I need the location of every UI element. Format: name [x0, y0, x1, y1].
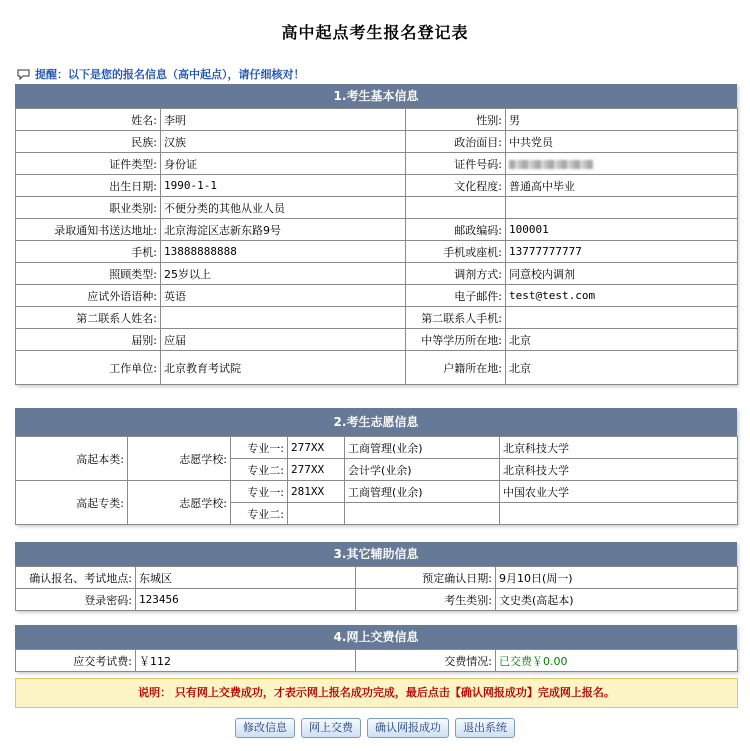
- table-row: [16, 329, 738, 351]
- major-label: 专业二:: [231, 459, 288, 481]
- fee-value: ￥112: [136, 650, 356, 672]
- field-value: 东城区: [136, 567, 356, 589]
- exit-system-button[interactable]: 退出系统: [455, 718, 515, 738]
- field-value: [506, 197, 738, 219]
- field-value: 普通高中毕业: [506, 175, 738, 197]
- category-label: 高起本类:: [16, 437, 128, 481]
- field-label: 电子邮件:: [406, 285, 506, 307]
- field-value: 123456: [136, 589, 356, 611]
- field-value: 文史类(高起本): [496, 589, 738, 611]
- field-label: 照顾类型:: [16, 263, 161, 285]
- field-value: 身份证: [161, 153, 406, 175]
- field-label: 届别:: [16, 329, 161, 351]
- table-row: [16, 263, 738, 285]
- major-school: 北京科技大学: [500, 459, 738, 481]
- field-value: 英语: [161, 285, 406, 307]
- field-value: 同意校内调剂: [506, 263, 738, 285]
- preference-panel: [15, 408, 737, 525]
- table-row: [16, 153, 738, 175]
- payment-table: [15, 649, 738, 672]
- speech-bubble-icon: [17, 69, 30, 80]
- major-label: 专业一:: [231, 481, 288, 503]
- field-label: 录取通知书送达地址:: [16, 219, 161, 241]
- notice-banner: 说明： 只有网上交费成功，才表示网上报名成功完成，最后点击【确认网报成功】完成网上报名。: [15, 678, 738, 708]
- field-label: 邮政编码:: [406, 219, 506, 241]
- preference-table: [15, 436, 738, 525]
- field-label: 文化程度:: [406, 175, 506, 197]
- field-label: 手机:: [16, 241, 161, 263]
- edit-info-button[interactable]: 修改信息: [235, 718, 295, 738]
- major-code: 281XX: [288, 481, 345, 503]
- field-value: 北京: [506, 351, 738, 385]
- major-label: 专业二:: [231, 503, 288, 525]
- field-value: 北京: [506, 329, 738, 351]
- table-row: [16, 219, 738, 241]
- field-label: 确认报名、考试地点:: [16, 567, 136, 589]
- major-school: 北京科技大学: [500, 437, 738, 459]
- field-value: 不便分类的其他从业人员: [161, 197, 406, 219]
- field-value: 北京教育考试院: [161, 351, 406, 385]
- field-label: 户籍所在地:: [406, 351, 506, 385]
- confirm-registration-button[interactable]: 确认网报成功: [367, 718, 449, 738]
- field-value: 李明: [161, 109, 406, 131]
- field-value: 13888888888: [161, 241, 406, 263]
- table-row: [16, 307, 738, 329]
- major-school: [500, 503, 738, 525]
- category-label: 高起专类:: [16, 481, 128, 525]
- field-label: 出生日期:: [16, 175, 161, 197]
- field-label: [406, 197, 506, 219]
- reminder-text: 提醒：以下是您的报名信息（高中起点），请仔细核对！: [35, 68, 305, 81]
- table-row: [16, 109, 738, 131]
- field-value: 9月10日(周一): [496, 567, 738, 589]
- field-value: 25岁以上: [161, 263, 406, 285]
- major-label: 专业一:: [231, 437, 288, 459]
- table-row: [16, 351, 738, 385]
- field-label: 第二联系人姓名:: [16, 307, 161, 329]
- field-label: 预定确认日期:: [356, 567, 496, 589]
- major-name: [345, 503, 500, 525]
- field-label: 姓名:: [16, 109, 161, 131]
- major-school: 中国农业大学: [500, 481, 738, 503]
- major-code: [288, 503, 345, 525]
- field-value: 100001: [506, 219, 738, 241]
- payment-header: 4.网上交费信息: [15, 625, 737, 649]
- major-code: 277XX: [288, 437, 345, 459]
- field-value: 1990-1-1: [161, 175, 406, 197]
- field-value: [506, 153, 738, 175]
- table-row: [16, 650, 738, 672]
- table-row: [16, 131, 738, 153]
- field-value: 应届: [161, 329, 406, 351]
- field-value: 汉族: [161, 131, 406, 153]
- online-payment-button[interactable]: 网上交费: [301, 718, 361, 738]
- reminder: [17, 66, 305, 82]
- field-label: 性别:: [406, 109, 506, 131]
- field-value: [506, 307, 738, 329]
- field-value: 13777777777: [506, 241, 738, 263]
- page-title: 高中起点考生报名登记表: [281, 23, 469, 42]
- field-label: 应试外语语种:: [16, 285, 161, 307]
- field-value: 北京海淀区志新东路9号: [161, 219, 406, 241]
- table-row: [16, 197, 738, 219]
- preference-header: 2.考生志愿信息: [15, 408, 737, 436]
- table-row: [16, 481, 738, 503]
- payment-status-label: 交费情况:: [356, 650, 496, 672]
- field-label: 工作单位:: [16, 351, 161, 385]
- basic-info-table: [15, 108, 738, 385]
- table-row: [16, 437, 738, 459]
- auxiliary-panel: [15, 542, 737, 611]
- school-label: 志愿学校:: [128, 481, 231, 525]
- fee-label: 应交考试费:: [16, 650, 136, 672]
- field-label: 第二联系人手机:: [406, 307, 506, 329]
- field-label: 手机或座机:: [406, 241, 506, 263]
- auxiliary-table: [15, 566, 738, 611]
- field-value: 中共党员: [506, 131, 738, 153]
- field-label: 调剂方式:: [406, 263, 506, 285]
- school-label: 志愿学校:: [128, 437, 231, 481]
- field-value: [161, 307, 406, 329]
- field-label: 证件类型:: [16, 153, 161, 175]
- field-value: test@test.com: [506, 285, 738, 307]
- field-label: 政治面目:: [406, 131, 506, 153]
- field-label: 考生类别:: [356, 589, 496, 611]
- redacted-id-number: [509, 160, 593, 169]
- basic-info-header: 1.考生基本信息: [15, 84, 737, 108]
- field-label: 证件号码:: [406, 153, 506, 175]
- field-value: 男: [506, 109, 738, 131]
- major-name: 工商管理(业余): [345, 437, 500, 459]
- table-row: [16, 285, 738, 307]
- field-label: 民族:: [16, 131, 161, 153]
- major-code: 277XX: [288, 459, 345, 481]
- table-row: [16, 567, 738, 589]
- table-row: [16, 589, 738, 611]
- action-bar: [0, 718, 750, 738]
- field-label: 登录密码:: [16, 589, 136, 611]
- field-label: 中等学历所在地:: [406, 329, 506, 351]
- auxiliary-header: 3.其它辅助信息: [15, 542, 737, 566]
- major-name: 会计学(业余): [345, 459, 500, 481]
- table-row: [16, 241, 738, 263]
- payment-panel: [15, 625, 737, 672]
- table-row: [16, 175, 738, 197]
- basic-info-panel: [15, 84, 737, 385]
- major-name: 工商管理(业余): [345, 481, 500, 503]
- payment-status-value: 已交费￥0.00: [496, 650, 738, 672]
- field-label: 职业类别:: [16, 197, 161, 219]
